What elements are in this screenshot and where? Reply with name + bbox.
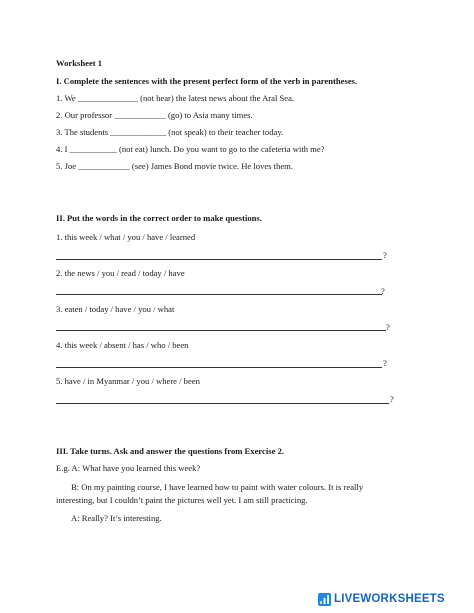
brand-name: LIVEWORKSHEETS — [334, 593, 445, 605]
answer-line-1[interactable] — [56, 259, 382, 260]
section2-heading: II. Put the words in the correct order to make questions. — [56, 213, 262, 223]
question-mark-4: ? — [383, 358, 387, 368]
question-mark-2: ? — [381, 286, 385, 296]
example-answer: B: On my painting course, I have learned how to paint with water colours. It is really interesting, but I couldn’t paint the pictures well yet. I am still practicing. — [56, 482, 364, 505]
answer-line-3[interactable] — [56, 330, 386, 331]
section2-prompt-1: 1. this week / what / you / have / learned — [56, 232, 196, 242]
section1-item-3: 3. The students _____________ (not speak) to their teacher today. — [56, 127, 284, 137]
section1-heading: I. Complete the sentences with the present perfect form of the verb in parentheses. — [56, 76, 358, 86]
liveworksheets-brand — [318, 591, 445, 607]
section2-prompt-2: 2. the news / you / read / today / have — [56, 268, 185, 278]
answer-line-2[interactable] — [56, 294, 382, 295]
section1-item-1: 1. We ______________ (not hear) the latest news about the Aral Sea. — [56, 93, 295, 103]
question-mark-5: ? — [390, 394, 394, 404]
section2-prompt-4: 4. this week / absent / has / who / been — [56, 340, 189, 350]
answer-line-5[interactable] — [56, 403, 389, 404]
question-mark-3: ? — [386, 322, 390, 332]
example-question: E.g. A: What have you learned this week? — [56, 463, 201, 473]
worksheet-title: Worksheet 1 — [56, 58, 103, 68]
section3-heading: III. Take turns. Ask and answer the questions from Exercise 2. — [56, 446, 285, 456]
liveworksheets-logo-icon — [318, 593, 331, 606]
answer-line-4[interactable] — [56, 367, 382, 368]
section1-item-2: 2. Our professor ____________ (go) to Asia many times. — [56, 110, 253, 120]
section1-item-4: 4. I ___________ (not eat) lunch. Do you want to go to the cafeteria with me? — [56, 144, 325, 154]
example-reply: A: Really? It’s interesting. — [71, 513, 162, 523]
question-mark-1: ? — [383, 250, 387, 260]
section2-prompt-5: 5. have / in Myanmar / you / where / been — [56, 376, 200, 386]
section1-item-5: 5. Joe ____________ (see) James Bond movie twice. He loves them. — [56, 161, 293, 171]
section2-prompt-3: 3. eaten / today / have / you / what — [56, 304, 175, 314]
